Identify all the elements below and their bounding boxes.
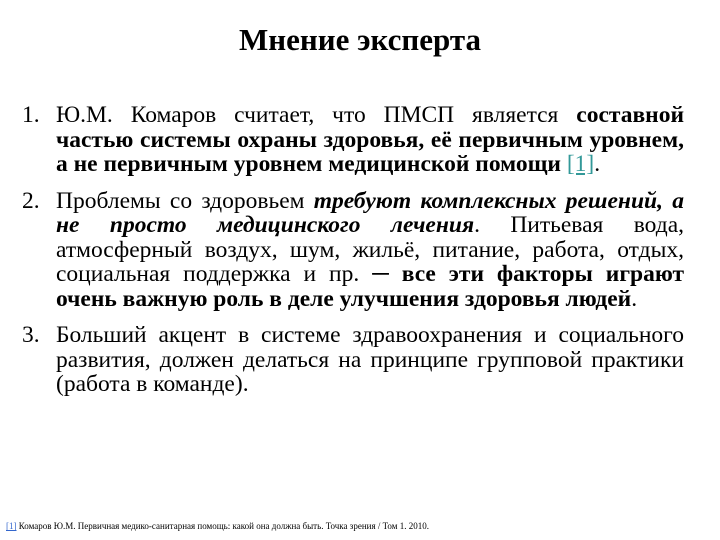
list-item-2 bbox=[22, 189, 684, 312]
text-plain: . Питьевая вода, атмосферный воздух, шум, жильё, питание, работа, отдых, социальная поддержка и пр. bbox=[56, 212, 685, 287]
text-plain: Ю.М. Комаров считает, что ПМСП является bbox=[56, 102, 577, 128]
text-bold: ─ все эти факторы играют очень важную роль в деле улучшения здоровья людей bbox=[56, 261, 685, 312]
text-plain: Проблемы со здоровьем bbox=[56, 187, 314, 214]
list-number: 3. bbox=[22, 322, 40, 348]
text-period: . bbox=[631, 285, 638, 312]
list-number: 2. bbox=[22, 187, 40, 214]
expert-opinion-list bbox=[22, 103, 684, 409]
list-item-1 bbox=[22, 103, 684, 177]
footnote bbox=[6, 520, 714, 532]
footnote-reference-link[interactable]: [1] bbox=[6, 521, 17, 531]
list-item-text bbox=[56, 189, 684, 312]
reference-link-1[interactable]: [1] bbox=[566, 151, 595, 177]
list-number: 1. bbox=[22, 102, 40, 128]
slide-title: Мнение эксперта bbox=[239, 22, 481, 57]
list-item-text: Больший акцент в системе здравоохранения и социального развития, должен делаться на принципе групповой практики (работа в команде). bbox=[56, 322, 684, 397]
text-period: . bbox=[594, 151, 601, 177]
list-item-text bbox=[56, 103, 684, 177]
footnote-text: Комаров Ю.М. Первичная медико-санитарная помощь: какой она должна быть. Точка зрения / Том 1. 2010. bbox=[16, 521, 429, 531]
text-bold-italic: требуют комплексных решений, а не просто медицинского лечения bbox=[56, 187, 684, 238]
list-item-3 bbox=[22, 323, 684, 397]
text-bold: составной частью системы охраны здоровья, её первичным уровнем, а не первичным уровнем медицинской помощи bbox=[56, 102, 684, 177]
